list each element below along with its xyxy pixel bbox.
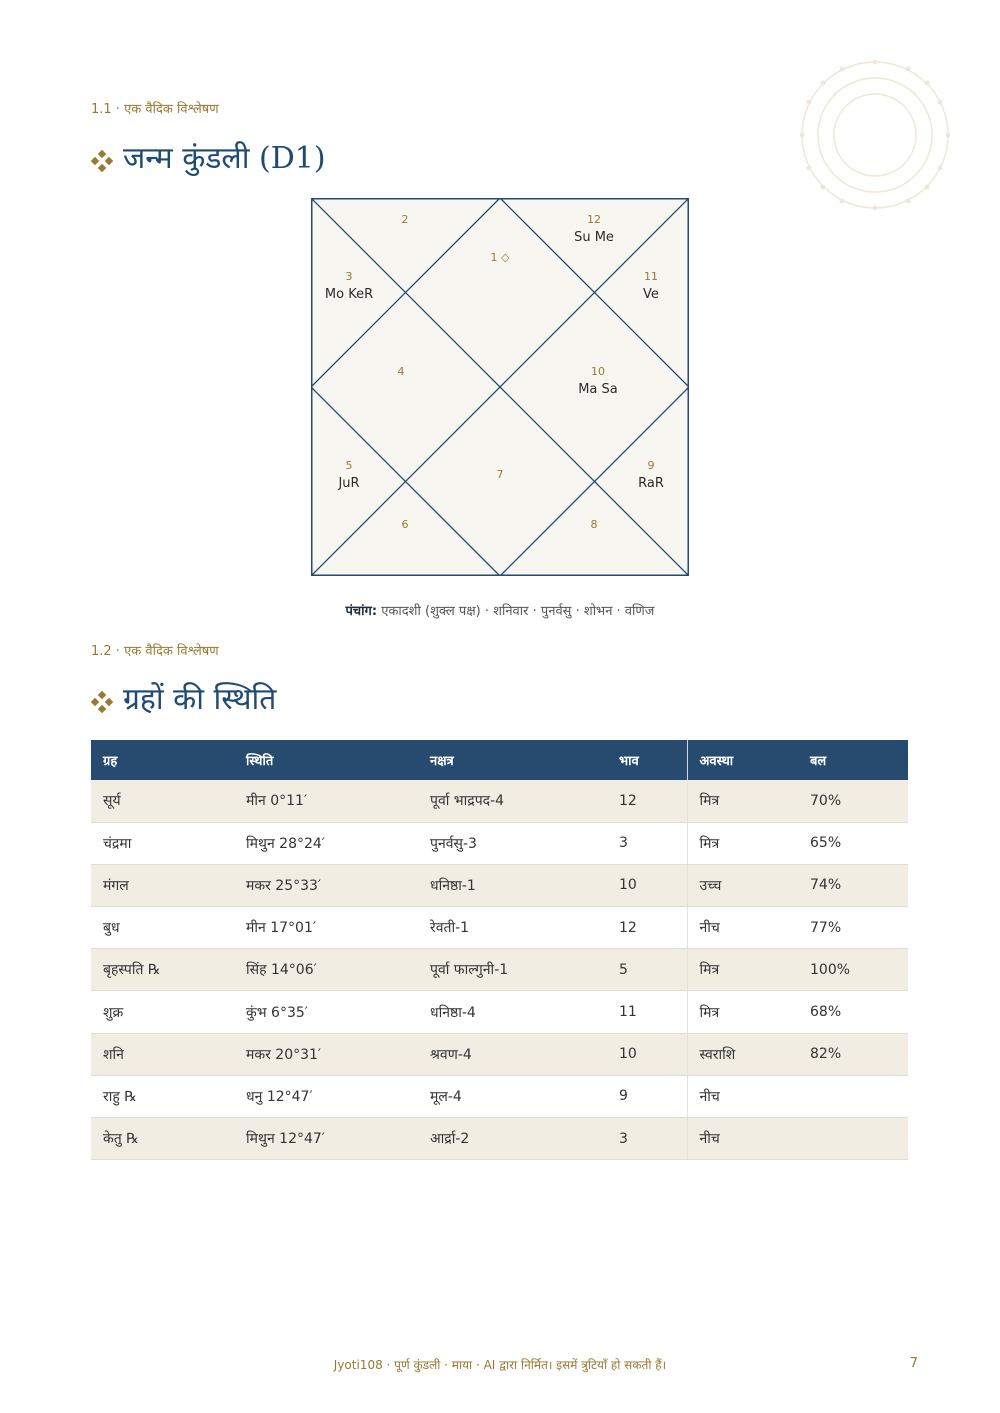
table-cell: 77% — [798, 907, 908, 949]
house-planets: Su Me — [574, 230, 614, 245]
table-cell: 3 — [607, 1118, 687, 1160]
table-cell: 12 — [607, 907, 687, 949]
house-number: 12 — [587, 213, 601, 226]
table-cell: स्वराशि — [687, 1033, 798, 1075]
table-row — [91, 864, 908, 906]
table-cell: 70% — [798, 780, 908, 822]
table-cell: शुक्र — [91, 991, 234, 1033]
panchang-text: एकादशी (शुक्ल पक्ष) · शनिवार · पुनर्वसु · शोभन · वणिज — [377, 604, 655, 619]
panchang-label: पंचांग: — [345, 604, 378, 619]
column-header: स्थिति — [234, 740, 418, 780]
table-cell: मित्र — [687, 822, 798, 864]
page-number: 7 — [909, 1356, 918, 1371]
table-cell: मीन 0°11′ — [234, 780, 418, 822]
table-cell: केतु ℞ — [91, 1118, 234, 1160]
house-number: 6 — [401, 518, 409, 531]
house-number: 3 — [345, 270, 353, 283]
table-cell — [798, 1118, 908, 1160]
table-cell: 5 — [607, 949, 687, 991]
footer-text: Jyoti108 · पूर्ण कुंडली · माया · AI द्वारा निर्मित। इसमें त्रुटियाँ हो सकती हैं। — [333, 1358, 667, 1372]
table-cell: 11 — [607, 991, 687, 1033]
table-cell: नीच — [687, 1118, 798, 1160]
house-number: 11 — [644, 270, 658, 283]
planet-positions-table — [91, 740, 908, 1160]
table-cell: 74% — [798, 864, 908, 906]
table-cell: मीन 17°01′ — [234, 907, 418, 949]
diamond-bullet-icon — [91, 691, 113, 713]
section-heading — [91, 136, 326, 177]
section-kicker: 1.1 · एक वैदिक विश्लेषण — [91, 102, 219, 117]
table-row — [91, 1118, 908, 1160]
table-cell: मकर 25°33′ — [234, 864, 418, 906]
house-number: 4 — [397, 365, 405, 378]
column-header: अवस्था — [687, 740, 798, 780]
house-planets: Mo KeR — [324, 287, 374, 302]
table-cell: नीच — [687, 1075, 798, 1117]
table-cell: मंगल — [91, 864, 234, 906]
table-cell: 100% — [798, 949, 908, 991]
house-planets: Ma Sa — [578, 382, 618, 397]
house-number: 1 ◇ — [490, 251, 510, 264]
table-cell: 9 — [607, 1075, 687, 1117]
table-cell: बृहस्पति ℞ — [91, 949, 234, 991]
column-header: बल — [798, 740, 908, 780]
house-planets: RaR — [638, 476, 664, 491]
table-cell: नीच — [687, 907, 798, 949]
column-header: भाव — [607, 740, 687, 780]
table-cell: बुध — [91, 907, 234, 949]
house-planets: JuR — [338, 476, 360, 491]
table-row — [91, 822, 908, 864]
column-header: नक्षत्र — [418, 740, 607, 780]
house-number: 8 — [590, 518, 598, 531]
section-kicker: 1.2 · एक वैदिक विश्लेषण — [91, 644, 219, 659]
table-row — [91, 780, 908, 822]
house-number: 7 — [496, 468, 504, 481]
table-row — [91, 991, 908, 1033]
table-cell: धनु 12°47′ — [234, 1075, 418, 1117]
table-header-row — [91, 740, 908, 780]
column-header: ग्रह — [91, 740, 234, 780]
table-cell: 82% — [798, 1033, 908, 1075]
table-cell: सिंह 14°06′ — [234, 949, 418, 991]
house-number: 10 — [591, 365, 605, 378]
table-row — [91, 1075, 908, 1117]
house-number: 2 — [401, 213, 409, 226]
table-cell: उच्च — [687, 864, 798, 906]
house-number: 5 — [345, 459, 353, 472]
table-cell: मकर 20°31′ — [234, 1033, 418, 1075]
diamond-bullet-icon — [91, 150, 113, 172]
table-row — [91, 907, 908, 949]
table-cell — [798, 1075, 908, 1117]
table-cell: सूर्य — [91, 780, 234, 822]
house-number: 9 — [647, 459, 655, 472]
table-cell: आर्द्रा-2 — [418, 1118, 607, 1160]
table-cell: मित्र — [687, 949, 798, 991]
table-cell: मूल-4 — [418, 1075, 607, 1117]
panchang-line — [0, 601, 1000, 619]
table-cell: श्रवण-4 — [418, 1033, 607, 1075]
kundli-chart — [311, 198, 689, 576]
table-cell: पुनर्वसु-3 — [418, 822, 607, 864]
table-cell: चंद्रमा — [91, 822, 234, 864]
house-planets: Ve — [643, 287, 659, 302]
table-cell: धनिष्ठा-4 — [418, 991, 607, 1033]
table-cell: राहु ℞ — [91, 1075, 234, 1117]
table-cell: 12 — [607, 780, 687, 822]
table-cell: 10 — [607, 1033, 687, 1075]
table-cell: 65% — [798, 822, 908, 864]
table-cell: 10 — [607, 864, 687, 906]
table-cell: कुंभ 6°35′ — [234, 991, 418, 1033]
table-cell: पूर्वा फाल्गुनी-1 — [418, 949, 607, 991]
table-row — [91, 949, 908, 991]
table-cell: 3 — [607, 822, 687, 864]
table-cell: रेवती-1 — [418, 907, 607, 949]
table-cell: पूर्वा भाद्रपद-4 — [418, 780, 607, 822]
section-heading — [91, 677, 276, 718]
table-cell: 68% — [798, 991, 908, 1033]
section-title: ग्रहों की स्थिति — [123, 682, 277, 717]
table-cell: मिथुन 12°47′ — [234, 1118, 418, 1160]
table-cell: मित्र — [687, 991, 798, 1033]
table-cell: मित्र — [687, 780, 798, 822]
decorative-mandala-icon — [800, 60, 950, 210]
table-cell: मिथुन 28°24′ — [234, 822, 418, 864]
page-title: जन्म कुंडली (D1) — [123, 141, 326, 176]
table-row — [91, 1033, 908, 1075]
table-cell: शनि — [91, 1033, 234, 1075]
table-cell: धनिष्ठा-1 — [418, 864, 607, 906]
